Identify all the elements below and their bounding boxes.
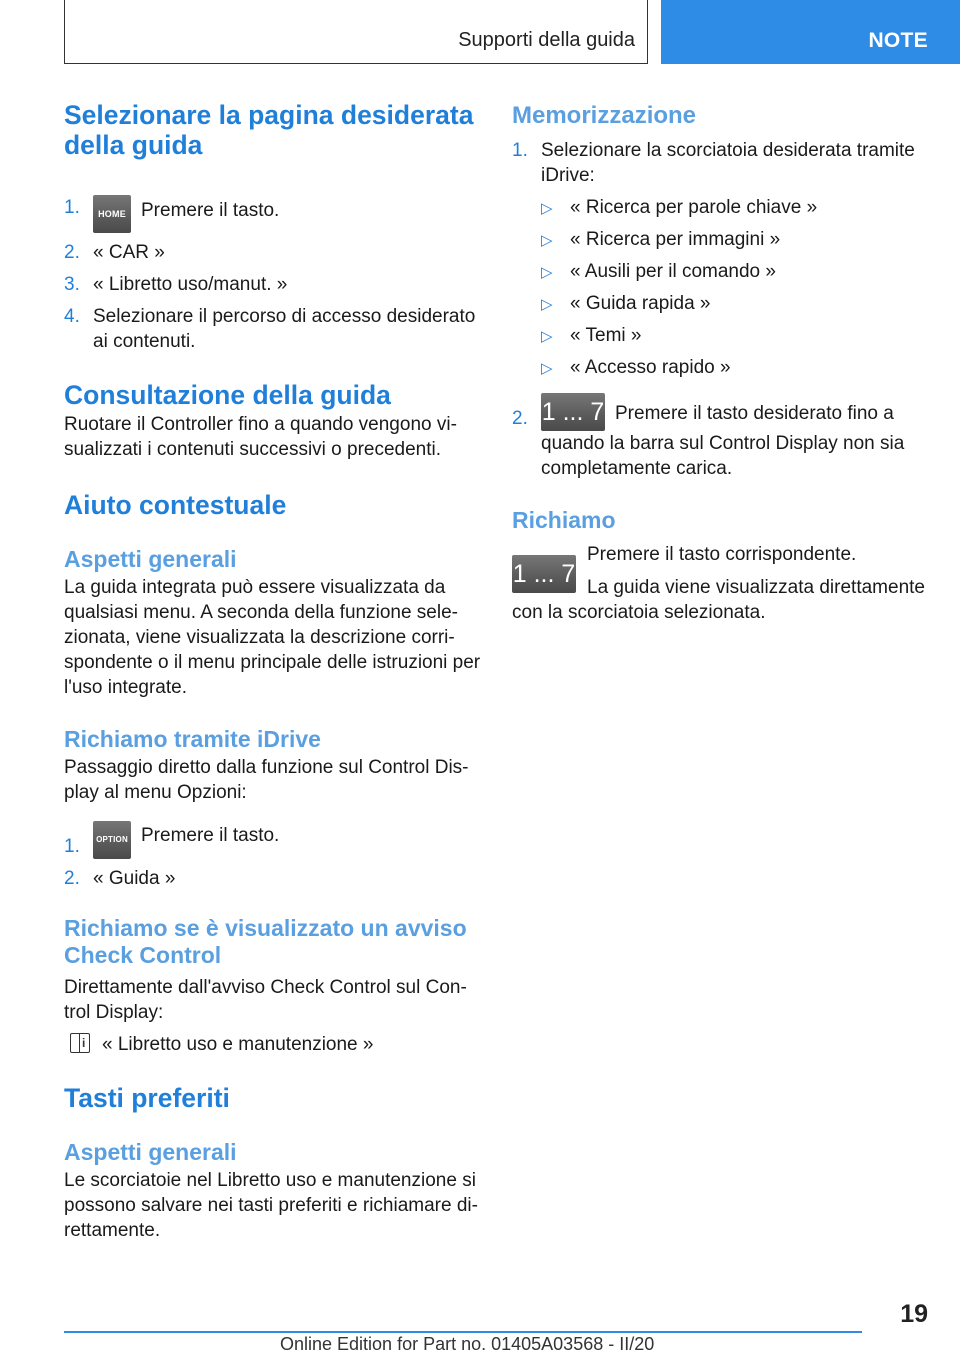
subheading-general: Aspetti generali — [64, 546, 237, 572]
step-text: « Libretto uso/manut. » — [93, 274, 288, 295]
step-3 — [64, 272, 482, 297]
step-1 — [512, 138, 926, 188]
step-number: 2. — [64, 868, 80, 889]
heading-store: Memorizzazione — [512, 102, 697, 129]
step-number: 1. — [64, 836, 80, 857]
manual-link-row — [64, 1032, 482, 1057]
heading-consult-guide: Consultazione della guida — [64, 380, 391, 410]
step-2 — [512, 393, 926, 481]
steps-idrive — [64, 821, 482, 891]
consult-text: Ruotare il Controller fino a quando vengono vi-sualizzati i contenuti successivi o precedenti. — [64, 414, 457, 460]
step-number: 2. — [64, 242, 80, 263]
step-1 — [64, 182, 482, 233]
footer-edition-text: Online Edition for Part no. 01405A03568 - II/20 — [280, 1334, 655, 1354]
favorite-key-icon: 1 ... 7 — [541, 393, 605, 431]
footer-rule — [64, 1331, 862, 1333]
heading-favorite-keys: Tasti preferiti — [64, 1083, 230, 1113]
shortcut-item: ▷ « Temi » — [512, 323, 926, 348]
step-2 — [64, 866, 482, 891]
step-number: 4. — [64, 306, 80, 327]
shortcut-item: ▷ « Ricerca per parole chiave » — [512, 195, 926, 220]
right-column — [512, 100, 926, 625]
left-column — [64, 100, 482, 1243]
step-text: Premere il tasto. — [141, 200, 280, 221]
notes-tab[interactable] — [661, 0, 960, 64]
heading-context-help: Aiuto contestuale — [64, 490, 287, 520]
heading-select-page: Selezionare la pagina desiderata della guida — [64, 100, 474, 160]
step-text: Selezionare il percorso di accesso desiderato ai contenuti. — [93, 306, 476, 352]
shortcut-item: ▷ « Accesso rapido » — [512, 355, 926, 380]
triangle-bullet-icon: ▷ — [541, 264, 553, 281]
recall-block — [512, 542, 926, 625]
step-text: Selezionare la scorciatoia desiderata tramite iDrive: — [541, 140, 915, 186]
steps-select-page — [64, 182, 482, 354]
check-control-text: Direttamente dall'avviso Check Control sul Con-trol Display: — [64, 977, 467, 1023]
step-number: 1. — [512, 140, 528, 161]
favorite-key-icon: 1 ... 7 — [512, 555, 576, 593]
idrive-text: Passaggio diretto dalla funzione sul Control Dis-play al menu Opzioni: — [64, 757, 469, 803]
step-2 — [64, 240, 482, 265]
step-4 — [64, 304, 482, 354]
step-text: Premere il tasto. — [141, 825, 280, 846]
general-text: La guida integrata può essere visualizzata da qualsiasi menu. A seconda della funzione sele-zionata, viene visualizzata la descrizione corri-spondente o il menu principale delle istruzioni per l'uso integrate. — [64, 577, 481, 698]
step-text: Premere il tasto desiderato fino a quando la barra sul Control Display non sia completamente carica. — [541, 403, 905, 479]
manual-book-icon: i — [70, 1033, 90, 1053]
triangle-bullet-icon: ▷ — [541, 328, 553, 345]
recall-text-2: La guida viene visualizzata direttamente con la scorciatoia selezionata. — [512, 577, 925, 623]
step-1 — [64, 821, 482, 859]
shortcut-item: ▷ « Ausili per il comando » — [512, 259, 926, 284]
heading-recall: Richiamo — [512, 507, 616, 533]
notes-tab-label: NOTE — [868, 29, 928, 52]
step-text: « Guida » — [93, 868, 176, 889]
shortcut-item: ▷ « Ricerca per immagini » — [512, 227, 926, 252]
steps-store — [512, 138, 926, 188]
option-key-icon: OPTION — [93, 821, 131, 859]
chapter-title: Supporti della guida — [458, 29, 635, 51]
home-key-icon: HOME — [93, 195, 131, 233]
triangle-bullet-icon: ▷ — [541, 200, 553, 217]
triangle-bullet-icon: ▷ — [541, 232, 553, 249]
step-text: « CAR » — [93, 242, 165, 263]
steps-store-2 — [512, 393, 926, 481]
step-number: 1. — [64, 197, 80, 218]
subheading-check-control: Richiamo se è visualizzato un avviso Check Control — [64, 915, 467, 968]
favorites-text: Le scorciatoie nel Libretto uso e manutenzione si possono salvare nei tasti preferiti e richiamare di-rettamente. — [64, 1170, 478, 1241]
header-box — [64, 0, 648, 64]
shortcut-item: ▷ « Guida rapida » — [512, 291, 926, 316]
manual-link[interactable]: « Libretto uso e manutenzione » — [102, 1034, 374, 1055]
step-number: 3. — [64, 274, 80, 295]
page-number: 19 — [900, 1300, 928, 1328]
recall-text-1: Premere il tasto corrispondente. — [587, 544, 857, 565]
subheading-favorites-general: Aspetti generali — [64, 1139, 237, 1165]
triangle-bullet-icon: ▷ — [541, 360, 553, 377]
step-number: 2. — [512, 408, 528, 429]
shortcut-list — [512, 195, 926, 380]
subheading-idrive: Richiamo tramite iDrive — [64, 726, 321, 752]
triangle-bullet-icon: ▷ — [541, 296, 553, 313]
